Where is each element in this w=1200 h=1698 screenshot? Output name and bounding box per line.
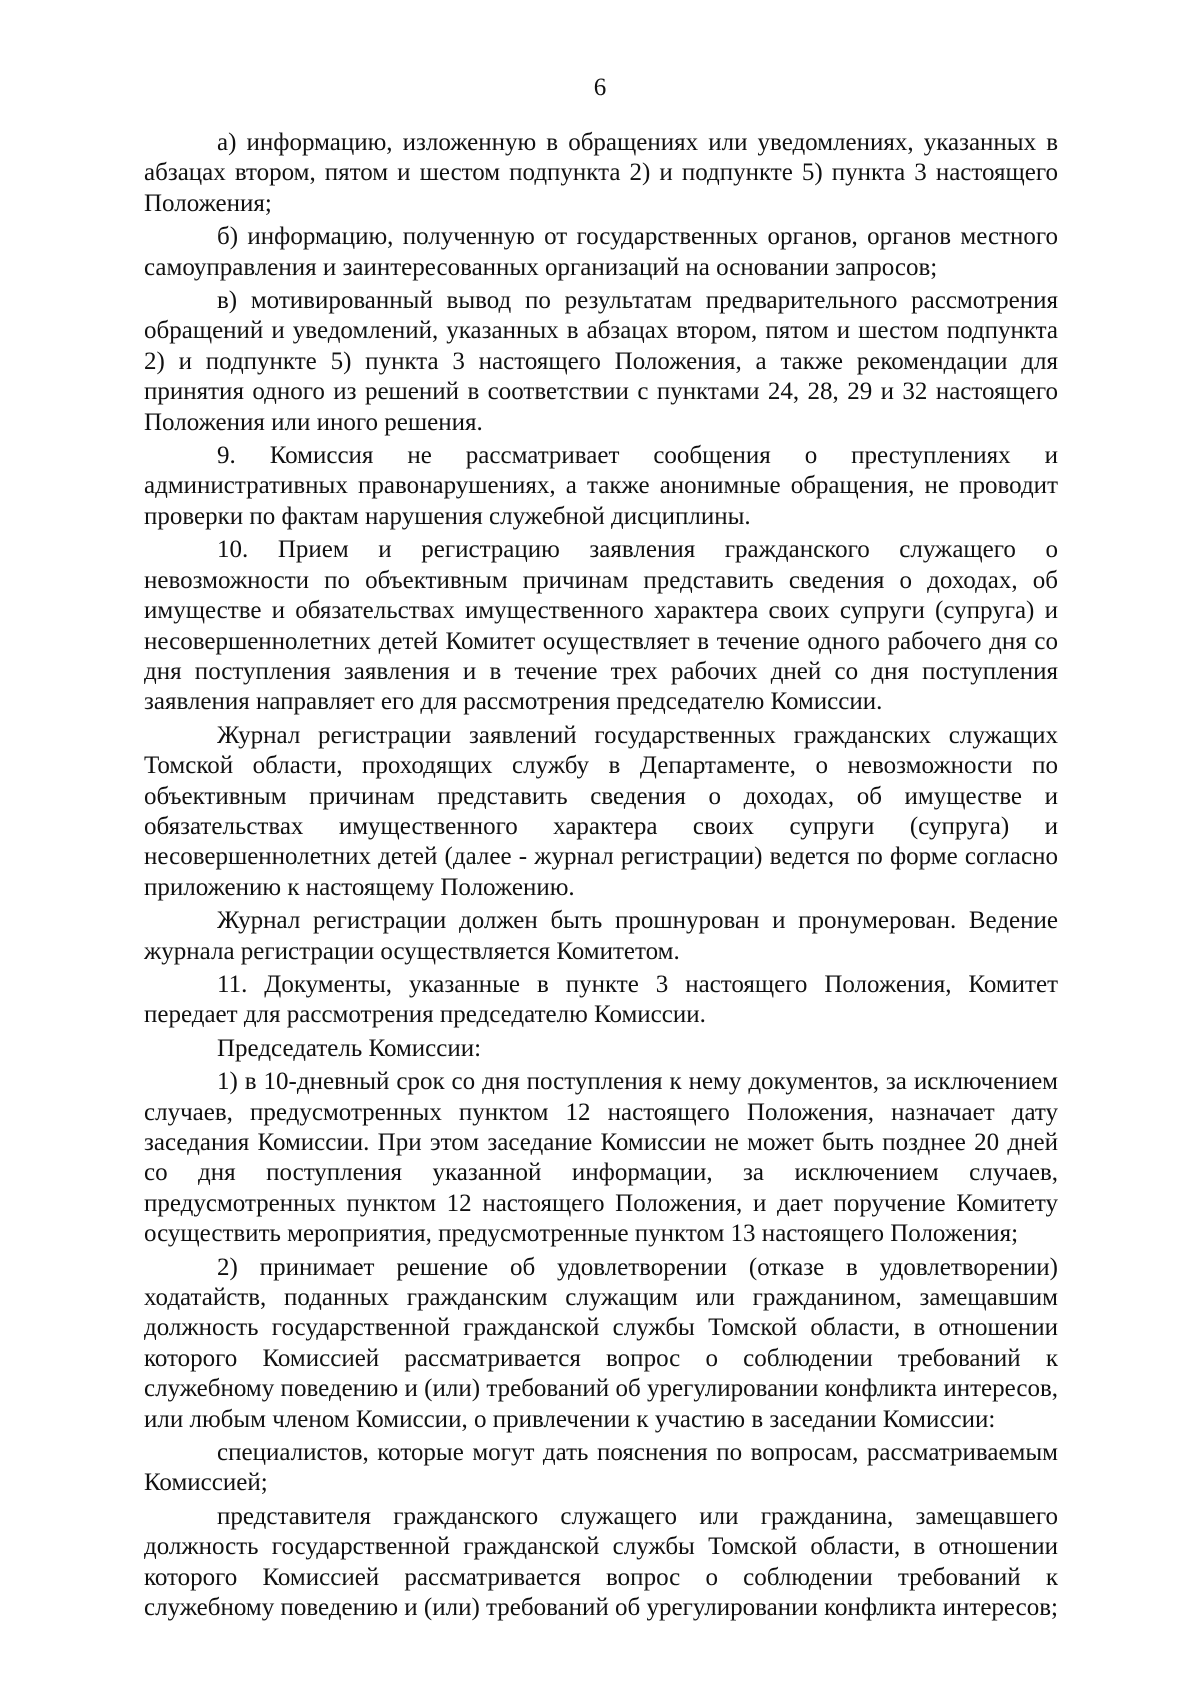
paragraph-8b: б) информацию, полученную от государственных органов, органов местного самоуправления и заинтересованных организаций на основании запросов; — [144, 223, 1058, 281]
paragraph-11-item-2: 2) принимает решение об удовлетворении (отказе в удовлетворении) ходатайств, поданных гражданским служащим или гражданином, замещавшим должность государственной гражданской службы Томской области, в отношении которого Комиссией рассматривается вопрос о соблюдении требований к служебному поведению и (или) требований об урегулировании конфликта интересов, или любым членом Комиссии, о привлечении к участию в заседании Комиссии: — [144, 1253, 1058, 1433]
paragraph-8a: а) информацию, изложенную в обращениях или уведомлениях, указанных в абзацах втором, пятом и шестом подпункта 2) и подпункте 5) пункта 3 настоящего Положения; — [144, 129, 1058, 217]
document-body — [144, 128, 1058, 1627]
paragraph-11-item-2-specialists: специалистов, которые могут дать пояснения по вопросам, рассматриваемым Комиссией; — [144, 1439, 1058, 1497]
paragraph-8v: в) мотивированный вывод по результатам предварительного рассмотрения обращений и уведомлений, указанных в абзацах втором, пятом и шестом подпункта 2) и подпункте 5) пункта 3 настоящего Положения, а также рекомендации для принятия одного из решений в соответствии с пунктами 24, 28, 29 и 32 настоящего Положения или иного решения. — [144, 287, 1058, 436]
paragraph-11-item-2-representative: представителя гражданского служащего или гражданина, замещавшего должность государственной гражданской службы Томской области, в отношении которого Комиссией рассматривается вопрос о соблюдении требований к служебному поведению и (или) требований об урегулировании конфликта интересов; — [144, 1502, 1059, 1622]
page-number: 6 — [593, 74, 607, 101]
paragraph-11-item-1: 1) в 10-дневный срок со дня поступления к нему документов, за исключением случаев, предусмотренных пунктом 12 настоящего Положения, назначает дату заседания Комиссии. При этом заседание Комиссии не может быть позднее 20 дней со дня поступления указанной информации, за исключением случаев, предусмотренных пунктом 12 настоящего Положения, и дает поручение Комитету осуществить мероприятия, предусмотренные пунктом 13 настоящего Положения; — [144, 1068, 1058, 1248]
paragraph-11-chairman: Председатель Комиссии: — [217, 1034, 482, 1062]
paragraph-10-journal: Журнал регистрации заявлений государственных гражданских служащих Томской области, проходящих службу в Департаменте, о невозможности по объективным причинам представить сведения о доходах, об имуществе и обязательствах имущественного характера своих супруги (супруга) и несовершеннолетних детей (далее - журнал регистрации) ведется по форме согласно приложению к настоящему Положению. — [144, 721, 1058, 901]
paragraph-10-journal-keeping: Журнал регистрации должен быть прошнурован и пронумерован. Ведение журнала регистрации осуществляется Комитетом. — [144, 907, 1058, 965]
paragraph-11: 11. Документы, указанные в пункте 3 настоящего Положения, Комитет передает для рассмотрения председателю Комиссии. — [144, 970, 1058, 1029]
paragraph-9: 9. Комиссия не рассматривает сообщения о преступлениях и административных правонарушениях, а также анонимные обращения, не проводит проверки по фактам нарушения служебной дисциплины. — [144, 442, 1058, 530]
paragraph-10: 10. Прием и регистрацию заявления гражданского служащего о невозможности по объективным причинам представить сведения о доходах, об имуществе и обязательствах имущественного характера своих супруги (супруга) и несовершеннолетних детей Комитет осуществляет в течение одного рабочего дня со дня поступления заявления и в течение трех рабочих дней со дня поступления заявления направляет его для рассмотрения председателю Комиссии. — [144, 536, 1058, 716]
